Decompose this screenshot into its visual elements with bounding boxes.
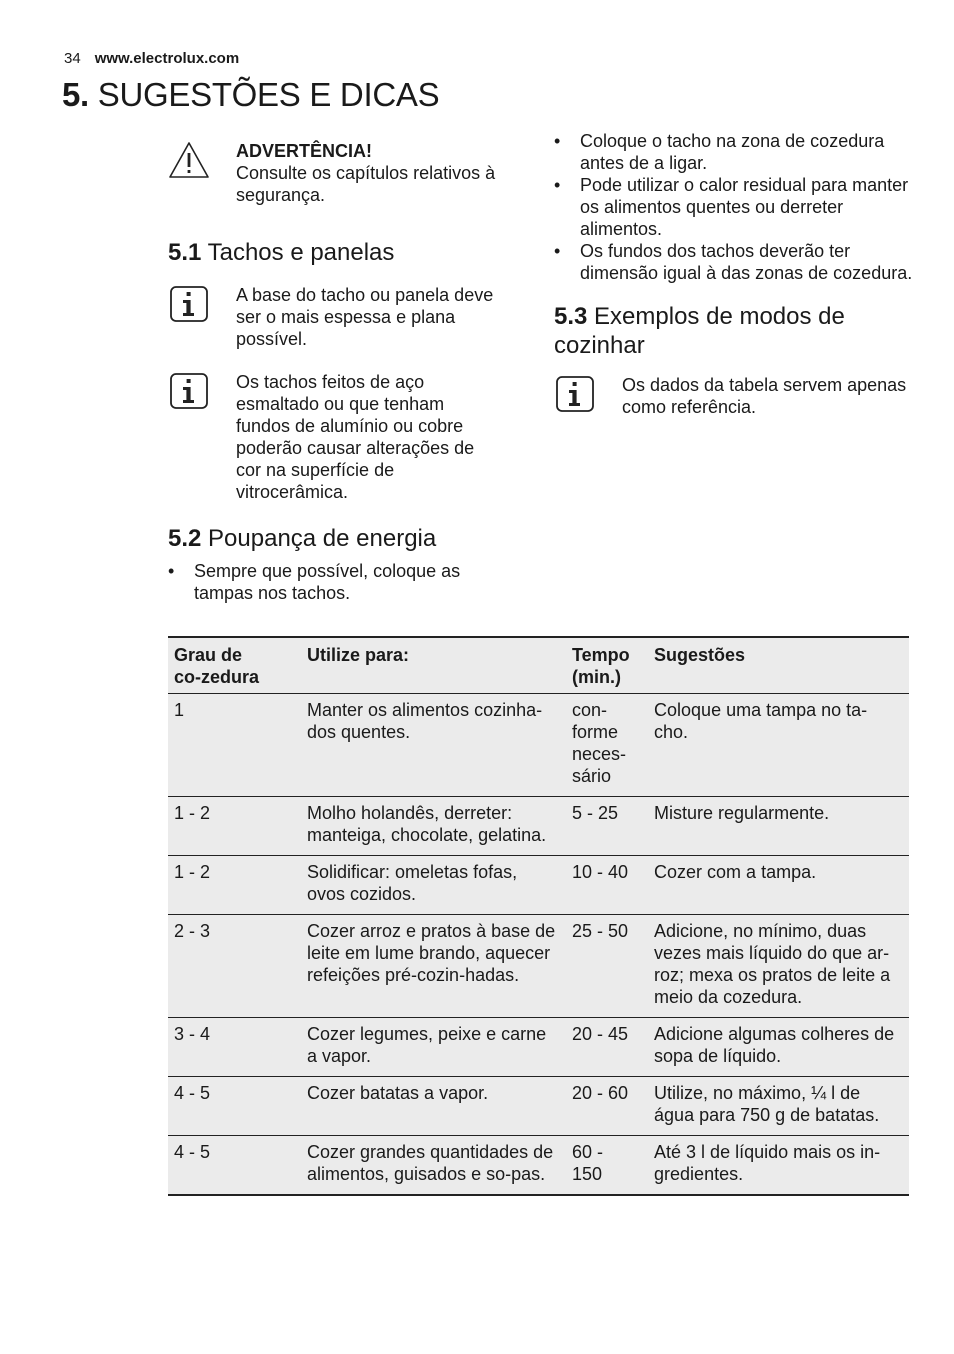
bullet-item: • Coloque o tacho na zona de cozedura antes de a ligar. [554, 130, 914, 174]
warning-heading: ADVERTÊNCIA! [236, 141, 373, 161]
section-title: Poupança de energia [208, 525, 437, 552]
energy-bullets-left [168, 560, 498, 604]
table-row [168, 1018, 909, 1077]
table-row [168, 797, 909, 856]
cooking-table [168, 636, 909, 1196]
info-note-enamel [168, 371, 498, 503]
bullet-item: • Pode utilizar o calor residual para manter os alimentos quentes ou derreter alimentos. [554, 174, 914, 240]
cell-tips: Utilize, no máximo, ¼ l de água para 750 g de batatas. [648, 1077, 909, 1136]
cell-time: 20 - 60 [566, 1077, 648, 1136]
cell-time: con-forme neces-sário [566, 694, 648, 797]
header-cell: Sugestões [648, 637, 909, 694]
table-row [168, 694, 909, 797]
info-note-base [168, 284, 498, 350]
cell-use: Molho holandês, derreter: manteiga, chocolate, gelatina. [301, 797, 566, 856]
section-number: 5.1 [168, 239, 202, 266]
cell-level: 1 - 2 [168, 856, 301, 915]
cell-tips: Cozer com a tampa. [648, 856, 909, 915]
cell-level: 2 - 3 [168, 915, 301, 1018]
cell-time: 20 - 45 [566, 1018, 648, 1077]
info-icon [554, 374, 596, 414]
cell-time: 60 - 150 [566, 1136, 648, 1196]
cell-time: 5 - 25 [566, 797, 648, 856]
right-column [554, 130, 914, 418]
section-title: Tachos e panelas [207, 239, 395, 266]
table-row [168, 856, 909, 915]
table-row [168, 1136, 909, 1196]
warning-text: Consulte os capítulos relativos à segurança. [236, 163, 496, 205]
cell-level: 4 - 5 [168, 1077, 301, 1136]
table-row [168, 915, 909, 1018]
page-number: 34 [64, 50, 81, 67]
cell-use: Cozer legumes, peixe e carne a vapor. [301, 1018, 566, 1077]
section-title: Exemplos de modos de cozinhar [554, 303, 845, 359]
site-url[interactable]: www.electrolux.com [94, 50, 240, 67]
section-number: 5.2 [168, 525, 202, 552]
chapter-number: 5. [62, 76, 89, 113]
section-5-3-heading [554, 302, 914, 360]
cell-use: Cozer grandes quantidades de alimentos, guisados e so-pas. [301, 1136, 566, 1196]
left-column [168, 140, 498, 604]
bullet-item: • Sempre que possível, coloque as tampas nos tachos. [168, 560, 498, 604]
warning-text-block [236, 140, 498, 206]
section-number: 5.3 [554, 303, 588, 330]
page-title [62, 76, 439, 114]
cell-level: 4 - 5 [168, 1136, 301, 1196]
cell-tips: Até 3 l de líquido mais os in-gredientes. [648, 1136, 909, 1196]
cell-use: Solidificar: omeletas fofas, ovos cozidos. [301, 856, 566, 915]
info-icon [168, 284, 210, 324]
warning-icon [168, 140, 210, 180]
section-5-2-heading [168, 524, 498, 553]
section-5-1-heading [168, 238, 498, 267]
cell-level: 1 - 2 [168, 797, 301, 856]
cell-time: 25 - 50 [566, 915, 648, 1018]
info-text: Os dados da tabela servem apenas como referência. [622, 375, 907, 417]
cell-use: Cozer arroz e pratos à base de leite em lume brando, aquecer refeições pré-cozin-hadas. [301, 915, 566, 1018]
cell-tips: Misture regularmente. [648, 797, 909, 856]
cell-tips: Adicione, no mínimo, duas vezes mais líquido do que ar-roz; mexa os pratos de leite a meio da cozedura. [648, 915, 909, 1018]
header-cell: Utilize para: [301, 637, 566, 694]
cell-tips: Adicione algumas colheres de sopa de líquido. [648, 1018, 909, 1077]
table-header-row [168, 637, 909, 694]
info-text: Os tachos feitos de aço esmaltado ou que tenham fundos de alumínio ou cobre poderão causar alterações de cor na superfície de vitrocerâmica. [236, 372, 475, 502]
info-text: A base do tacho ou panela deve ser o mais espessa e plana possível. [236, 285, 494, 349]
page-header [64, 50, 239, 67]
chapter-title: SUGESTÕES E DICAS [97, 76, 440, 113]
info-icon [168, 371, 210, 411]
energy-bullets-right [554, 130, 914, 284]
header-cell: Grau de co-zedura [168, 637, 301, 694]
cell-time: 10 - 40 [566, 856, 648, 915]
cell-tips: Coloque uma tampa no ta-cho. [648, 694, 909, 797]
cell-level: 3 - 4 [168, 1018, 301, 1077]
cell-use: Manter os alimentos cozinha-dos quentes. [301, 694, 566, 797]
cell-use: Cozer batatas a vapor. [301, 1077, 566, 1136]
info-note-table [554, 374, 914, 418]
cell-level: 1 [168, 694, 301, 797]
bullet-item: • Os fundos dos tachos deverão ter dimensão igual à das zonas de cozedura. [554, 240, 914, 284]
header-cell: Tempo (min.) [566, 637, 648, 694]
warning-note [168, 140, 498, 206]
table-row [168, 1077, 909, 1136]
